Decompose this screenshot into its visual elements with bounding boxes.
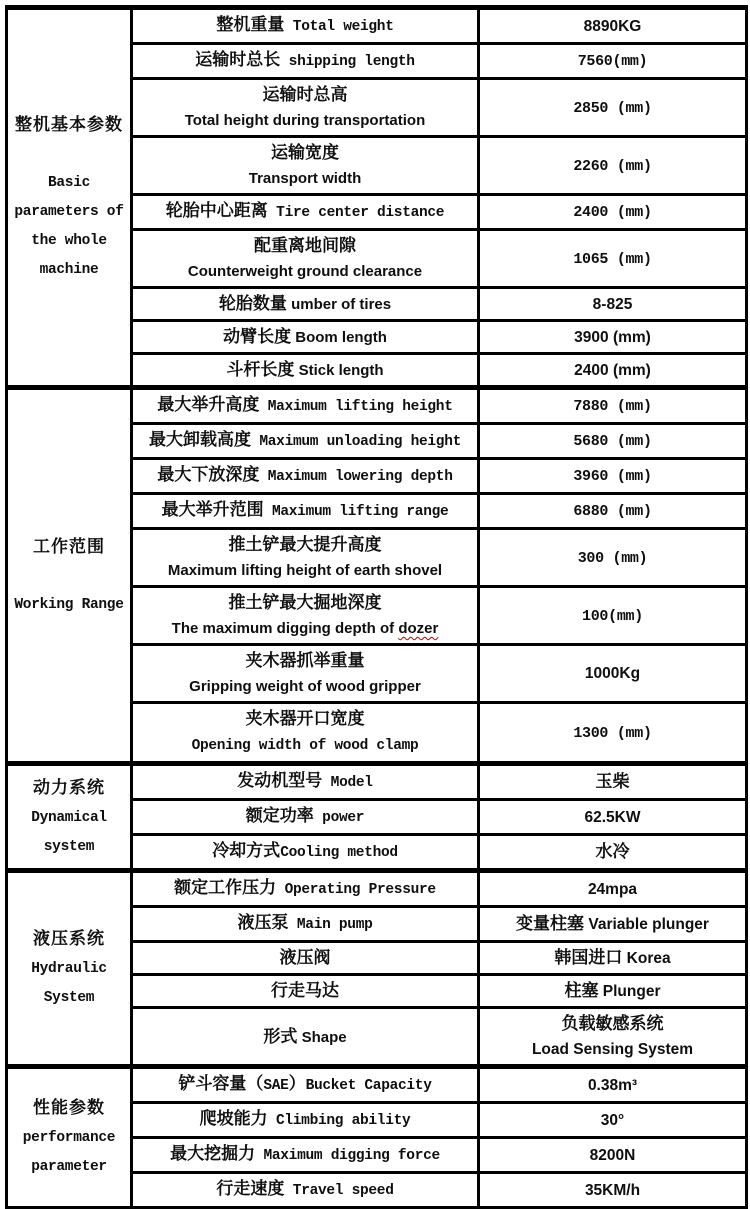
text-line	[481, 603, 744, 629]
text-segment: 24mpa	[588, 881, 637, 898]
text-line	[134, 768, 476, 796]
text-segment: 30°	[601, 1112, 624, 1129]
text-segment: 工作范围	[33, 537, 105, 556]
text-line	[134, 427, 476, 455]
text-segment: 运输时总长	[195, 50, 280, 69]
text-line	[134, 706, 476, 732]
text-line	[481, 246, 744, 272]
text-line	[481, 325, 744, 350]
text-line	[9, 954, 129, 983]
param-value-cell	[479, 871, 747, 907]
param-value-cell	[479, 288, 747, 321]
text-segment: Bucket Capacity	[306, 1078, 432, 1094]
param-label-cell	[132, 8, 479, 44]
text-line	[9, 226, 129, 255]
text-line	[134, 803, 476, 831]
category-cell	[7, 871, 132, 1067]
text-line	[134, 648, 476, 674]
text-segment: Working Range	[14, 597, 123, 613]
text-line	[134, 1024, 476, 1050]
text-segment: Stick length	[294, 362, 383, 379]
param-value-cell	[479, 1173, 747, 1208]
text-line	[481, 498, 744, 524]
param-value-cell	[479, 703, 747, 764]
param-label-cell	[132, 459, 479, 494]
text-segment: 斗杆长度	[226, 360, 294, 379]
param-label-cell	[132, 1138, 479, 1173]
text-line	[481, 463, 744, 489]
text-segment: 行走马达	[271, 981, 339, 1000]
text-segment: shipping length	[280, 54, 414, 70]
param-label-cell	[132, 835, 479, 871]
text-segment: Boom length	[291, 329, 387, 346]
text-segment: 轮胎中心距离	[166, 201, 268, 220]
text-segment: Main pump	[288, 917, 372, 933]
text-segment: 0.38m³	[588, 1077, 637, 1094]
text-line	[134, 910, 476, 938]
text-line	[9, 1094, 129, 1123]
param-value-cell	[479, 1067, 747, 1103]
param-label-cell	[132, 587, 479, 645]
text-segment: 轮胎数量	[219, 294, 287, 313]
text-line	[481, 945, 744, 971]
text-line	[134, 108, 476, 133]
param-value-cell	[479, 975, 747, 1008]
text-segment: 整机重量	[216, 15, 284, 34]
text-segment: Model	[322, 775, 372, 791]
text-segment: 形式	[263, 1027, 297, 1046]
table-row	[7, 8, 747, 44]
text-segment: 变量柱塞	[516, 914, 584, 933]
text-segment: 运输时总高	[263, 85, 348, 104]
text-segment: 2260 (mm)	[573, 158, 651, 175]
text-segment: 负载敏感系统	[562, 1014, 664, 1033]
param-label-cell	[132, 230, 479, 288]
text-segment: system	[44, 839, 94, 855]
text-segment: Counterweight ground clearance	[188, 263, 422, 280]
text-segment: Basic	[48, 175, 90, 191]
text-segment: Maximum lowering depth	[259, 469, 452, 485]
param-label-cell	[132, 1173, 479, 1208]
param-label-cell	[132, 1067, 479, 1103]
text-line	[134, 47, 476, 75]
text-segment: Opening width of wood clamp	[192, 738, 419, 754]
text-segment: 7880 (mm)	[573, 398, 651, 415]
text-line	[134, 1071, 476, 1099]
text-line	[134, 875, 476, 903]
text-segment: performance	[23, 1130, 115, 1146]
text-line	[134, 532, 476, 558]
text-segment: 最大举升高度	[157, 395, 259, 414]
param-label-cell	[132, 137, 479, 195]
param-value-cell	[479, 645, 747, 703]
text-segment: Maximum lifting height of earth shovel	[168, 562, 442, 579]
text-segment: Variable plunger	[584, 916, 709, 933]
param-value-cell	[479, 1138, 747, 1173]
text-line	[9, 925, 129, 954]
text-segment: 2400 (mm)	[573, 204, 651, 221]
text-segment: 推土铲最大提升高度	[229, 535, 382, 554]
text-line	[134, 140, 476, 166]
category-cell	[7, 764, 132, 871]
text-line	[481, 48, 744, 74]
text-line	[134, 291, 476, 317]
text-line	[134, 462, 476, 490]
text-line	[481, 839, 744, 865]
text-line	[9, 983, 129, 1012]
text-line	[134, 945, 476, 971]
text-line	[481, 911, 744, 937]
param-value-cell	[479, 494, 747, 529]
text-segment: Korea	[622, 950, 670, 967]
param-label-cell	[132, 703, 479, 764]
param-label-cell	[132, 424, 479, 459]
table-row	[7, 871, 747, 907]
text-line	[9, 1123, 129, 1152]
text-line	[481, 805, 744, 830]
text-line	[134, 324, 476, 350]
text-segment: Total weight	[284, 19, 393, 35]
param-label-cell	[132, 800, 479, 835]
param-value-cell	[479, 195, 747, 230]
text-line	[481, 978, 744, 1004]
category-cell	[7, 1067, 132, 1208]
text-segment: 1000Kg	[585, 665, 640, 682]
text-segment: Travel speed	[284, 1183, 393, 1199]
text-segment: 2400 (mm)	[574, 362, 651, 379]
text-line	[134, 166, 476, 191]
text-line	[134, 82, 476, 108]
param-label-cell	[132, 44, 479, 79]
text-segment: 水冷	[596, 842, 630, 861]
param-value-cell	[479, 8, 747, 44]
text-segment: Tire center distance	[268, 205, 444, 221]
text-line	[481, 95, 744, 121]
param-value-cell	[479, 764, 747, 800]
text-line	[134, 497, 476, 525]
text-segment: ）	[289, 1074, 306, 1093]
text-line	[134, 590, 476, 616]
text-segment: Gripping weight of wood gripper	[189, 678, 421, 695]
text-line	[134, 1106, 476, 1134]
text-line	[134, 392, 476, 420]
param-value-cell	[479, 79, 747, 137]
text-segment: Total height during transportation	[185, 112, 426, 129]
text-segment: Operating Pressure	[276, 882, 436, 898]
param-value-cell	[479, 1008, 747, 1067]
text-segment: 100(mm)	[582, 608, 643, 625]
text-segment: 8200N	[590, 1147, 636, 1164]
param-value-cell	[479, 424, 747, 459]
text-line	[9, 832, 129, 861]
text-segment: power	[314, 810, 364, 826]
text-segment: dozer	[398, 620, 438, 637]
text-line	[481, 358, 744, 383]
text-line	[9, 803, 129, 832]
param-value-cell	[479, 137, 747, 195]
text-segment: Transport width	[249, 170, 362, 187]
param-value-cell	[479, 907, 747, 942]
table-row	[7, 764, 747, 800]
text-segment: Plunger	[598, 983, 660, 1000]
text-line	[481, 720, 744, 746]
text-segment: 35KM/h	[585, 1182, 640, 1199]
text-segment: 8-825	[593, 296, 633, 313]
text-segment: 3960 (mm)	[573, 468, 651, 485]
text-segment: 夹木器抓举重量	[246, 651, 365, 670]
param-label-cell	[132, 907, 479, 942]
text-segment: machine	[40, 262, 99, 278]
text-line	[134, 978, 476, 1004]
text-segment: Maximum unloading height	[251, 434, 461, 450]
param-label-cell	[132, 645, 479, 703]
text-line	[134, 616, 476, 641]
text-segment: 额定功率	[246, 806, 314, 825]
text-segment: Dynamical	[31, 810, 107, 826]
text-line	[481, 1011, 744, 1037]
category-cell	[7, 388, 132, 764]
param-label-cell	[132, 79, 479, 137]
param-label-cell	[132, 975, 479, 1008]
text-segment: 62.5KW	[585, 809, 641, 826]
text-segment: parameters of	[14, 204, 123, 220]
text-segment: 最大卸载高度	[149, 430, 251, 449]
text-segment: 爬坡能力	[200, 1109, 268, 1128]
text-line	[481, 393, 744, 419]
param-value-cell	[479, 835, 747, 871]
param-value-cell	[479, 321, 747, 354]
text-line	[9, 140, 129, 168]
param-value-cell	[479, 388, 747, 424]
text-line	[134, 674, 476, 699]
text-line	[9, 197, 129, 226]
text-line	[134, 233, 476, 259]
text-segment: 整机基本参数	[15, 115, 123, 134]
text-line	[481, 877, 744, 902]
text-segment: 3900 (mm)	[574, 329, 651, 346]
text-segment: 冷却方式	[212, 841, 280, 860]
text-segment: 推土铲最大掘地深度	[229, 593, 382, 612]
param-label-cell	[132, 494, 479, 529]
text-segment: 300 (mm)	[578, 550, 648, 567]
text-line	[9, 562, 129, 590]
text-line	[9, 1152, 129, 1181]
text-segment: parameter	[31, 1159, 107, 1175]
text-segment: 额定工作压力	[174, 878, 276, 897]
text-segment: 动力系统	[33, 778, 105, 797]
text-line	[481, 153, 744, 179]
text-segment: 最大下放深度	[157, 465, 259, 484]
text-segment: umber of tires	[287, 296, 391, 313]
text-segment: 动臂长度	[223, 327, 291, 346]
param-value-cell	[479, 459, 747, 494]
text-line	[9, 111, 129, 140]
text-segment: System	[44, 990, 94, 1006]
text-segment: 行走速度	[216, 1179, 284, 1198]
text-line	[481, 14, 744, 39]
text-segment: 1300 (mm)	[573, 725, 651, 742]
text-segment: 8890KG	[584, 18, 642, 35]
text-segment: 运输宽度	[271, 143, 339, 162]
text-line	[134, 558, 476, 583]
param-value-cell	[479, 800, 747, 835]
param-value-cell	[479, 44, 747, 79]
text-segment: 液压系统	[33, 929, 105, 948]
text-segment: Climbing ability	[268, 1113, 411, 1129]
text-line	[9, 255, 129, 284]
param-label-cell	[132, 354, 479, 388]
param-value-cell	[479, 230, 747, 288]
text-segment: 发动机型号	[237, 771, 322, 790]
category-cell	[7, 8, 132, 388]
text-line	[9, 168, 129, 197]
text-line	[481, 545, 744, 571]
text-segment: 1065 (mm)	[573, 251, 651, 268]
table-row	[7, 1067, 747, 1103]
param-label-cell	[132, 388, 479, 424]
param-value-cell	[479, 354, 747, 388]
text-segment: Cooling method	[280, 845, 398, 861]
text-line	[134, 732, 476, 759]
text-segment: 性能参数	[33, 1098, 105, 1117]
text-segment: Maximum lifting height	[259, 399, 452, 415]
text-line	[134, 357, 476, 383]
text-segment: 柱塞	[564, 981, 598, 1000]
text-segment: 液压泵	[237, 913, 288, 932]
text-line	[9, 533, 129, 562]
text-line	[481, 1108, 744, 1133]
text-line	[481, 1178, 744, 1203]
text-line	[481, 769, 744, 795]
param-label-cell	[132, 1103, 479, 1138]
text-line	[481, 1037, 744, 1062]
text-line	[9, 590, 129, 619]
text-line	[134, 838, 476, 866]
text-segment: 最大举升范围	[162, 500, 264, 519]
text-segment: The maximum digging depth of	[172, 620, 399, 637]
param-value-cell	[479, 1103, 747, 1138]
text-segment: 2850 (mm)	[573, 100, 651, 117]
table-row	[7, 388, 747, 424]
text-line	[134, 1141, 476, 1169]
text-line	[481, 661, 744, 686]
param-label-cell	[132, 1008, 479, 1067]
param-value-cell	[479, 587, 747, 645]
param-label-cell	[132, 764, 479, 800]
param-value-cell	[479, 942, 747, 975]
text-line	[134, 259, 476, 284]
param-label-cell	[132, 871, 479, 907]
text-line	[9, 774, 129, 803]
text-segment: 玉柴	[596, 772, 630, 791]
text-line	[481, 292, 744, 317]
spec-table	[5, 5, 748, 1209]
text-segment: Load Sensing System	[532, 1041, 693, 1058]
param-label-cell	[132, 195, 479, 230]
text-segment: 液压阀	[280, 948, 331, 967]
text-segment: 5680 (mm)	[573, 433, 651, 450]
text-line	[481, 1073, 744, 1098]
text-segment: Maximum lifting range	[264, 504, 449, 520]
text-segment: 夹木器开口宽度	[246, 709, 365, 728]
text-segment: Maximum digging force	[255, 1148, 440, 1164]
text-segment: 韩国进口	[554, 948, 622, 967]
text-segment: 7560(mm)	[578, 53, 648, 70]
text-line	[134, 12, 476, 40]
text-segment: 铲斗容量（	[178, 1074, 263, 1093]
text-line	[134, 1176, 476, 1204]
text-segment: Hydraulic	[31, 961, 107, 977]
text-segment: 最大挖掘力	[170, 1144, 255, 1163]
text-segment: SAE	[263, 1078, 288, 1094]
text-line	[481, 199, 744, 225]
param-label-cell	[132, 288, 479, 321]
text-segment: Shape	[297, 1029, 346, 1046]
param-value-cell	[479, 529, 747, 587]
text-line	[481, 1143, 744, 1168]
text-segment: 6880 (mm)	[573, 503, 651, 520]
param-label-cell	[132, 942, 479, 975]
text-line	[481, 428, 744, 454]
text-line	[134, 198, 476, 226]
param-label-cell	[132, 321, 479, 354]
text-segment: 配重离地间隙	[254, 236, 356, 255]
text-segment: the whole	[31, 233, 107, 249]
param-label-cell	[132, 529, 479, 587]
